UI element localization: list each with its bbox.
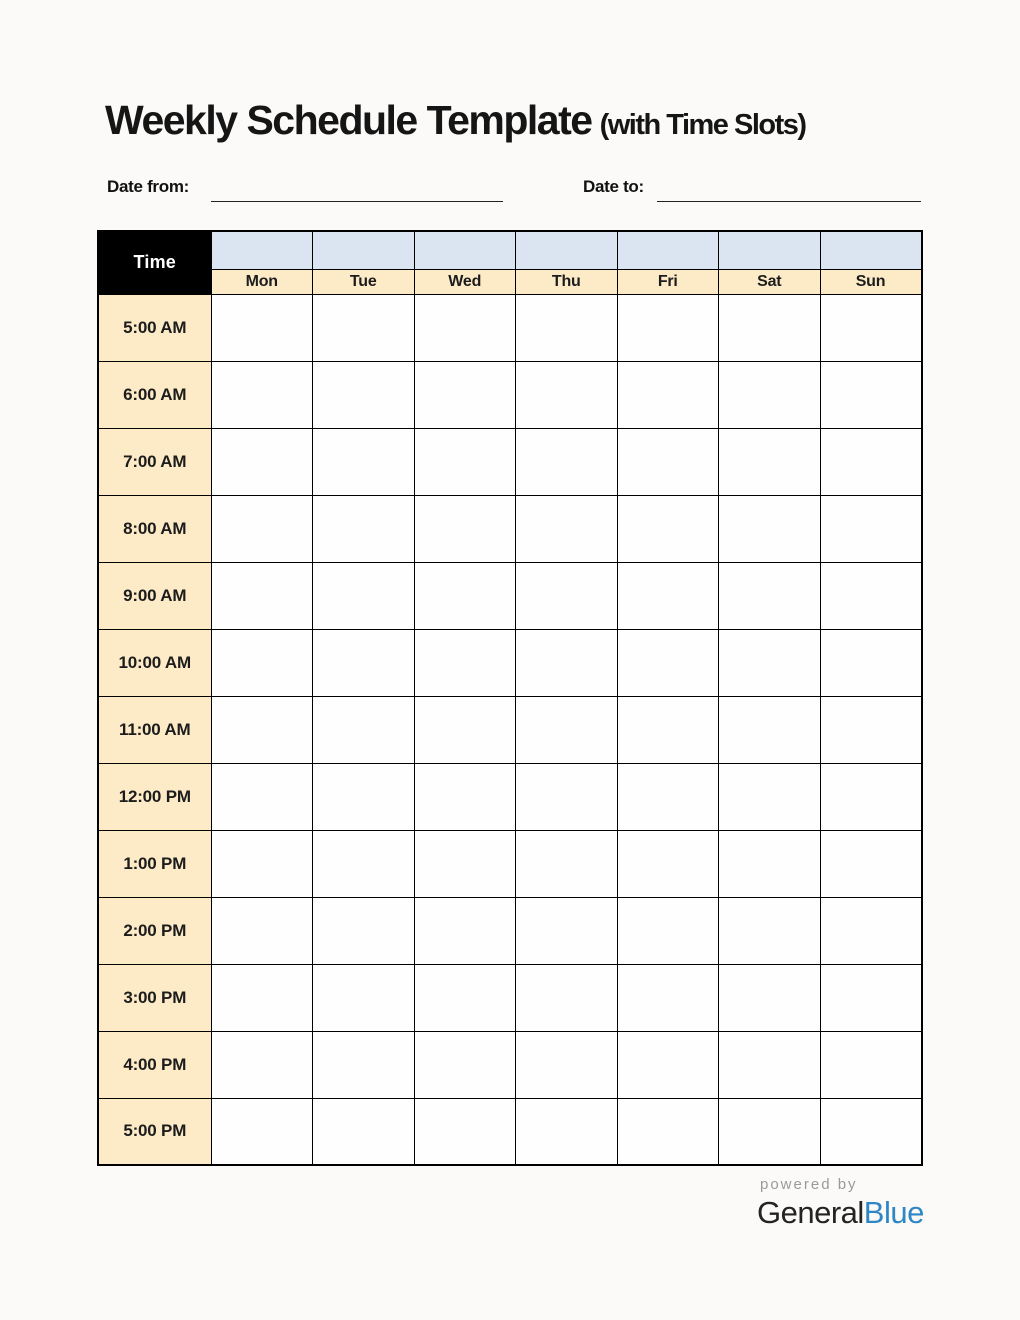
- schedule-cell[interactable]: [211, 495, 313, 562]
- brand-blue-text: Blue: [863, 1195, 924, 1230]
- schedule-cell[interactable]: [820, 361, 922, 428]
- table-row: [98, 763, 922, 830]
- schedule-cell[interactable]: [211, 696, 313, 763]
- spacer-cell: [211, 231, 313, 269]
- schedule-cell[interactable]: [516, 495, 618, 562]
- schedule-cell[interactable]: [516, 361, 618, 428]
- schedule-cell[interactable]: [820, 897, 922, 964]
- schedule-cell[interactable]: [211, 1098, 313, 1165]
- schedule-cell[interactable]: [719, 428, 821, 495]
- generalblue-logo: [757, 1195, 924, 1231]
- schedule-cell[interactable]: [617, 428, 719, 495]
- table-row: [98, 562, 922, 629]
- schedule-cell[interactable]: [516, 897, 618, 964]
- day-header-tue: Tue: [313, 269, 415, 294]
- table-row: [98, 1098, 922, 1165]
- schedule-cell[interactable]: [313, 361, 415, 428]
- spacer-cell: [516, 231, 618, 269]
- time-slot-label: 12:00 PM: [98, 763, 211, 830]
- page-title-main: Weekly Schedule Template: [105, 97, 592, 143]
- schedule-cell[interactable]: [211, 629, 313, 696]
- schedule-cell[interactable]: [414, 830, 516, 897]
- schedule-cell[interactable]: [313, 1031, 415, 1098]
- schedule-cell[interactable]: [414, 294, 516, 361]
- schedule-cell[interactable]: [719, 830, 821, 897]
- schedule-cell[interactable]: [414, 897, 516, 964]
- schedule-cell[interactable]: [719, 964, 821, 1031]
- spacer-cell: [617, 231, 719, 269]
- schedule-cell[interactable]: [820, 562, 922, 629]
- schedule-cell[interactable]: [211, 1031, 313, 1098]
- time-slot-label: 4:00 PM: [98, 1031, 211, 1098]
- schedule-cell[interactable]: [617, 830, 719, 897]
- schedule-cell[interactable]: [414, 964, 516, 1031]
- schedule-cell[interactable]: [617, 1031, 719, 1098]
- schedule-cell[interactable]: [313, 897, 415, 964]
- schedule-cell[interactable]: [719, 1098, 821, 1165]
- spacer-cell: [414, 231, 516, 269]
- time-slot-label: 6:00 AM: [98, 361, 211, 428]
- schedule-cell[interactable]: [211, 763, 313, 830]
- schedule-cell[interactable]: [313, 964, 415, 1031]
- schedule-cell[interactable]: [516, 562, 618, 629]
- schedule-cell[interactable]: [719, 1031, 821, 1098]
- schedule-cell[interactable]: [719, 629, 821, 696]
- schedule-cell[interactable]: [719, 763, 821, 830]
- schedule-cell[interactable]: [211, 294, 313, 361]
- day-header-wed: Wed: [414, 269, 516, 294]
- schedule-cell[interactable]: [313, 696, 415, 763]
- schedule-cell[interactable]: [820, 964, 922, 1031]
- date-from-label: Date from:: [107, 177, 190, 196]
- table-row: [98, 629, 922, 696]
- schedule-cell[interactable]: [516, 1098, 618, 1165]
- schedule-cell[interactable]: [414, 361, 516, 428]
- spacer-cell: [313, 231, 415, 269]
- schedule-cell[interactable]: [617, 361, 719, 428]
- table-row: [98, 830, 922, 897]
- schedule-cell[interactable]: [820, 495, 922, 562]
- table-row: [98, 294, 922, 361]
- powered-by-text: powered by: [760, 1176, 858, 1193]
- schedule-cell[interactable]: [414, 428, 516, 495]
- date-to-input[interactable]: [657, 201, 921, 202]
- time-slot-label: 10:00 AM: [98, 629, 211, 696]
- spacer-cell: [820, 231, 922, 269]
- schedule-cell[interactable]: [617, 562, 719, 629]
- schedule-cell[interactable]: [516, 629, 618, 696]
- time-slot-label: 5:00 AM: [98, 294, 211, 361]
- schedule-cell[interactable]: [414, 629, 516, 696]
- schedule-cell[interactable]: [719, 562, 821, 629]
- schedule-cell[interactable]: [313, 294, 415, 361]
- schedule-cell[interactable]: [719, 696, 821, 763]
- schedule-cell[interactable]: [719, 495, 821, 562]
- table-row: [98, 495, 922, 562]
- schedule-cell[interactable]: [313, 830, 415, 897]
- schedule-cell[interactable]: [313, 629, 415, 696]
- day-header-row: [98, 269, 922, 294]
- schedule-cell[interactable]: [617, 897, 719, 964]
- schedule-cell[interactable]: [211, 830, 313, 897]
- schedule-cell[interactable]: [719, 897, 821, 964]
- time-slot-label: 9:00 AM: [98, 562, 211, 629]
- schedule-cell[interactable]: [617, 696, 719, 763]
- schedule-cell[interactable]: [414, 495, 516, 562]
- time-slot-label: 2:00 PM: [98, 897, 211, 964]
- schedule-cell[interactable]: [211, 361, 313, 428]
- table-row: [98, 897, 922, 964]
- schedule-cell[interactable]: [414, 1098, 516, 1165]
- day-header-mon: Mon: [211, 269, 313, 294]
- date-from-input[interactable]: [211, 201, 503, 202]
- schedule-cell[interactable]: [617, 495, 719, 562]
- schedule-cell[interactable]: [617, 629, 719, 696]
- time-slot-label: 5:00 PM: [98, 1098, 211, 1165]
- spacer-cell: [719, 231, 821, 269]
- schedule-cell[interactable]: [820, 696, 922, 763]
- schedule-cell[interactable]: [313, 562, 415, 629]
- page-title-suffix: (with Time Slots): [599, 109, 806, 141]
- schedule-cell[interactable]: [820, 294, 922, 361]
- schedule-cell[interactable]: [719, 294, 821, 361]
- schedule-cell[interactable]: [414, 763, 516, 830]
- schedule-cell[interactable]: [719, 361, 821, 428]
- schedule-cell[interactable]: [617, 1098, 719, 1165]
- schedule-cell[interactable]: [516, 1031, 618, 1098]
- table-row: [98, 361, 922, 428]
- page-title: [105, 97, 806, 144]
- schedule-cell[interactable]: [414, 562, 516, 629]
- schedule-cell[interactable]: [211, 897, 313, 964]
- schedule-cell[interactable]: [516, 763, 618, 830]
- brand-general-text: General: [757, 1195, 864, 1230]
- date-to-label: Date to:: [583, 177, 644, 196]
- time-slot-label: 3:00 PM: [98, 964, 211, 1031]
- schedule-cell[interactable]: [820, 763, 922, 830]
- schedule-cell[interactable]: [313, 1098, 415, 1165]
- time-column-header: Time: [98, 231, 211, 294]
- schedule-cell[interactable]: [820, 629, 922, 696]
- schedule-cell[interactable]: [414, 1031, 516, 1098]
- schedule-cell[interactable]: [820, 1031, 922, 1098]
- table-spacer-row: [98, 231, 922, 269]
- schedule-cell[interactable]: [313, 428, 415, 495]
- day-header-sun: Sun: [820, 269, 922, 294]
- day-header-thu: Thu: [516, 269, 618, 294]
- schedule-cell[interactable]: [617, 763, 719, 830]
- schedule-cell[interactable]: [516, 696, 618, 763]
- time-slot-label: 1:00 PM: [98, 830, 211, 897]
- schedule-cell[interactable]: [617, 294, 719, 361]
- day-header-sat: Sat: [719, 269, 821, 294]
- time-slot-label: 8:00 AM: [98, 495, 211, 562]
- schedule-cell[interactable]: [414, 696, 516, 763]
- table-row: [98, 964, 922, 1031]
- schedule-cell[interactable]: [516, 428, 618, 495]
- time-slot-label: 7:00 AM: [98, 428, 211, 495]
- schedule-cell[interactable]: [211, 562, 313, 629]
- schedule-cell[interactable]: [516, 294, 618, 361]
- schedule-cell[interactable]: [211, 428, 313, 495]
- schedule-cell[interactable]: [820, 1098, 922, 1165]
- table-row: [98, 1031, 922, 1098]
- schedule-cell[interactable]: [516, 964, 618, 1031]
- schedule-cell[interactable]: [820, 428, 922, 495]
- time-slot-label: 11:00 AM: [98, 696, 211, 763]
- date-row: [105, 175, 921, 205]
- schedule-cell[interactable]: [211, 964, 313, 1031]
- schedule-cell[interactable]: [617, 964, 719, 1031]
- schedule-cell[interactable]: [313, 495, 415, 562]
- schedule-cell[interactable]: [820, 830, 922, 897]
- schedule-cell[interactable]: [313, 763, 415, 830]
- brand-footer: [757, 1176, 924, 1231]
- schedule-cell[interactable]: [516, 830, 618, 897]
- table-row: [98, 428, 922, 495]
- schedule-table: [97, 230, 923, 1166]
- day-header-fri: Fri: [617, 269, 719, 294]
- table-row: [98, 696, 922, 763]
